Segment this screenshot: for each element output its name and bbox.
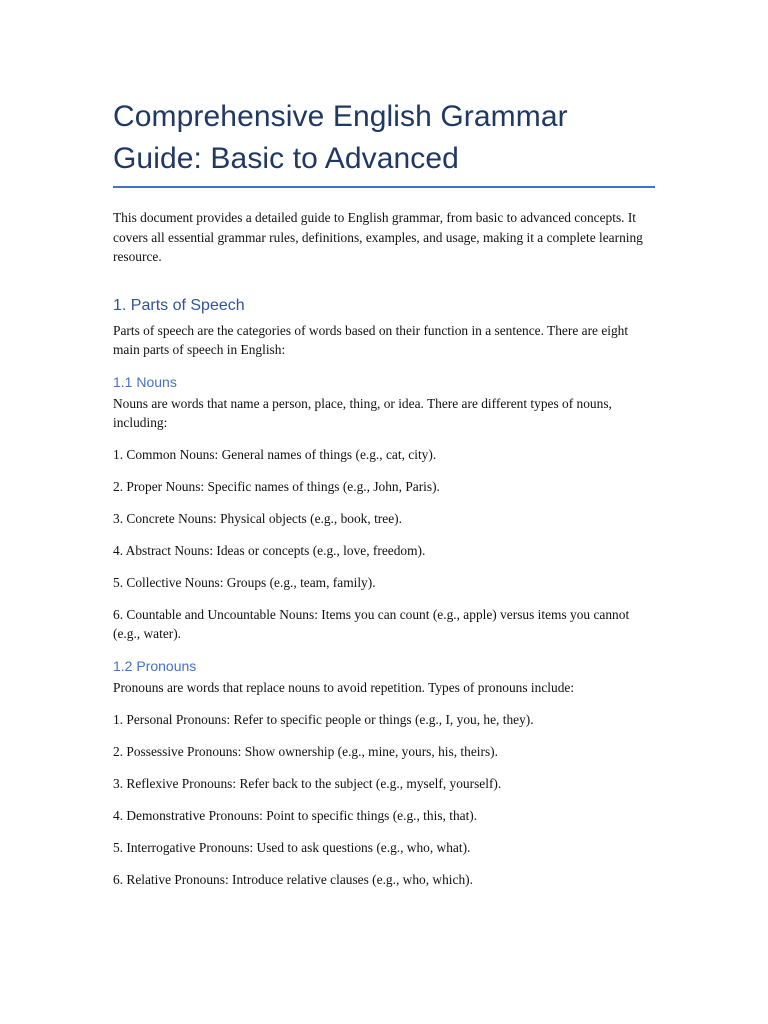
subsection-paragraph-nouns: Nouns are words that name a person, place, thing, or idea. There are different types of nouns, including: bbox=[113, 395, 612, 430]
list-item: 4. Abstract Nouns: Ideas or concepts (e.g., love, freedom). bbox=[113, 542, 426, 558]
section-heading-parts-of-speech: 1. Parts of Speech bbox=[113, 296, 245, 314]
subsection-paragraph-pronouns: Pronouns are words that replace nouns to avoid repetition. Types of pronouns include: bbox=[113, 680, 575, 695]
list-item: 6. Countable and Uncountable Nouns: Items you can count (e.g., apple) versus items you cannot (e.g., water). bbox=[113, 606, 630, 641]
list-item: 1. Common Nouns: General names of things (e.g., cat, city). bbox=[113, 446, 437, 462]
list-item: 2. Possessive Pronouns: Show ownership (e.g., mine, yours, his, theirs). bbox=[113, 743, 498, 759]
list-item: 3. Concrete Nouns: Physical objects (e.g., book, tree). bbox=[113, 510, 402, 526]
subsection-heading-pronouns: 1.2 Pronouns bbox=[113, 658, 197, 674]
subsection-heading-nouns: 1.1 Nouns bbox=[113, 373, 177, 390]
list-item: 6. Relative Pronouns: Introduce relative clauses (e.g., who, which). bbox=[113, 871, 473, 887]
title-divider bbox=[113, 186, 655, 188]
list-item: 2. Proper Nouns: Specific names of things (e.g., John, Paris). bbox=[113, 478, 440, 494]
list-item: 1. Personal Pronouns: Refer to specific people or things (e.g., I, you, he, they). bbox=[113, 711, 534, 727]
list-item: 3. Reflexive Pronouns: Refer back to the subject (e.g., myself, yourself). bbox=[113, 775, 502, 791]
section-paragraph: Parts of speech are the categories of words based on their function in a sentence. There are eight main parts of speech in English: bbox=[113, 322, 629, 357]
list-item: 4. Demonstrative Pronouns: Point to specific things (e.g., this, that). bbox=[113, 807, 478, 823]
intro-paragraph: This document provides a detailed guide to English grammar, from basic to advanced concepts. It covers all essential grammar rules, definitions, examples, and usage, making it a complete learning resource. bbox=[113, 210, 643, 264]
list-item: 5. Collective Nouns: Groups (e.g., team, family). bbox=[113, 574, 376, 590]
document-title: Comprehensive English Grammar Guide: Basic to Advanced bbox=[113, 100, 568, 175]
list-item: 5. Interrogative Pronouns: Used to ask questions (e.g., who, what). bbox=[113, 839, 471, 855]
